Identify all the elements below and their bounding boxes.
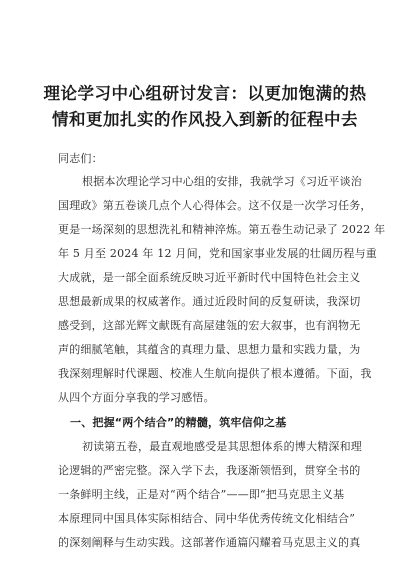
section-heading-1: 一、把握“两个结合”的精髓，筑牢信仰之基 xyxy=(70,416,287,429)
paragraph-1-line-9: 我深刻理解时代课题、校准人生航向提供了根本遵循。下面，我 xyxy=(58,367,372,380)
paragraph-2-line-5: 的深刻阐释与生动实践。这部著作通篇闪耀着马克思主义的真 xyxy=(58,536,361,549)
document-title-line-2: 情和更加扎实的作风投入到新的征程中去 xyxy=(52,110,358,129)
paragraph-1-line-1: 根据本次理论学习中心组的安排，我就学习《习近平谈治 xyxy=(82,175,362,188)
paragraph-1-line-10: 从四个方面分享我的学习感悟。 xyxy=(58,391,215,404)
salutation: 同志们： xyxy=(58,152,103,165)
paragraph-1-line-5: 大成就，是一部全面系统反映习近平新时代中国特色社会主义 xyxy=(58,271,361,284)
document-title-line-1: 理论学习中心组研讨发言：以更加饱满的热 xyxy=(43,84,367,103)
paragraph-1-line-2: 国理政》第五卷谈几点个人心得体会。这不仅是一次学习任务， xyxy=(58,199,372,212)
paragraph-2-line-2: 论逻辑的严密完整。深入学下去，我逐渐领悟到，贯穿全书的 xyxy=(58,464,361,477)
paragraph-1-line-8: 声的细腻笔触，其蕴含的真理力量、思想力量和实践力量，为 xyxy=(58,343,361,356)
paragraph-2-line-1: 初读第五卷，最直观地感受是其思想体系的博大精深和理 xyxy=(82,440,362,453)
paragraph-2-line-3: 一条鲜明主线，正是对“两个结合”——即“把马克思主义基 xyxy=(58,488,345,501)
paragraph-1-line-4: 年 5 月至 2024 年 12 月间，党和国家事业发展的壮阔历程与重 xyxy=(58,247,377,260)
paragraph-1-line-6: 思想最新成果的权威著作。通过近段时间的反复研读，我深切 xyxy=(58,295,361,308)
paragraph-1-line-7: 感受到，这部光辉文献既有高屋建瓴的宏大叙事，也有润物无 xyxy=(58,319,361,332)
paragraph-1-line-3: 更是一场深刻的思想洗礼和精神淬炼。第五卷生动记录了 2022 年 xyxy=(58,223,386,236)
paragraph-2-line-4: 本原理同中国具体实际相结合、同中华优秀传统文化相结合” xyxy=(58,512,356,525)
